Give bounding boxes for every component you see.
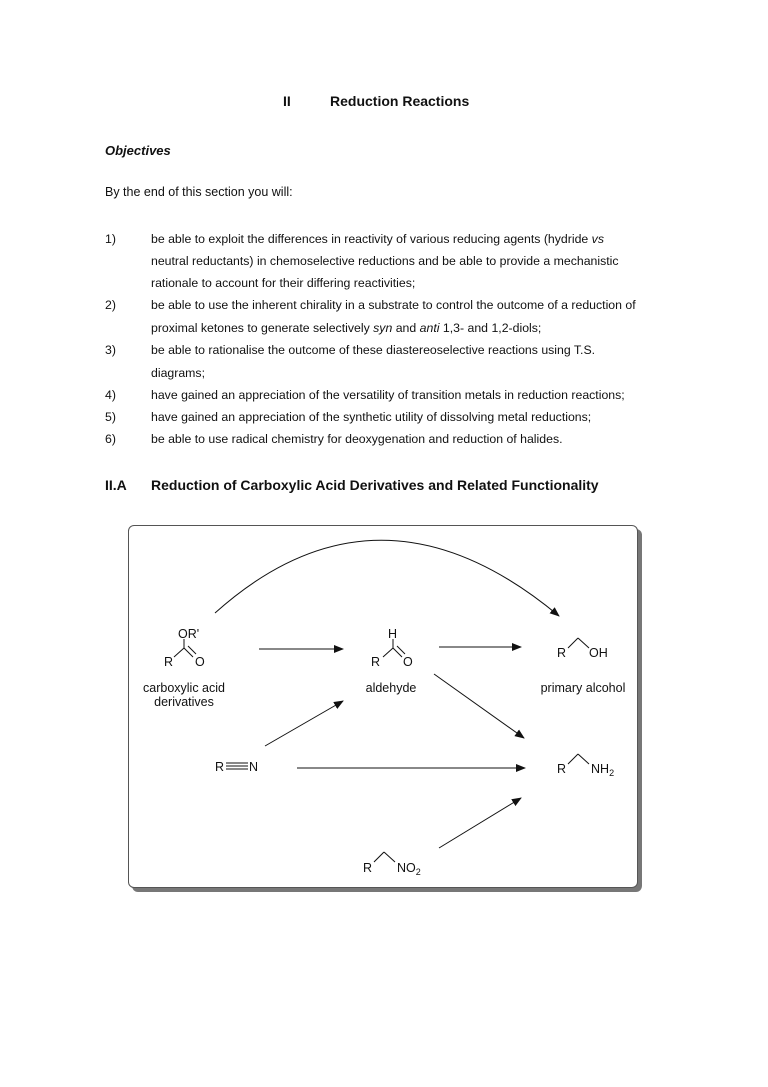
objective-italic-term: syn	[373, 321, 393, 335]
objective-text-line: have gained an appreciation of the synthetic utility of dissolving metal reductions;	[151, 410, 592, 424]
objective-text-line: be able to use the inherent chirality in a substrate to control the outcome of a reduction of	[151, 298, 636, 312]
nitro-no2: $NO_2$	[397, 861, 421, 877]
objective-number: 6)	[105, 432, 116, 446]
nitrile-nitrogen: N	[249, 760, 259, 774]
reaction-scheme-diagram	[129, 526, 637, 887]
aldehyde-r-group: R	[371, 655, 381, 669]
subsection-title: Reduction of Carboxylic Acid Derivatives and Related Functionality	[151, 477, 599, 493]
objective-text-line: proximal ketones to generate selectively syn and anti 1,3- and 1,2-diols;	[151, 321, 542, 335]
carboxylic-r-group: R	[164, 655, 174, 669]
objective-number: 1)	[105, 232, 116, 246]
heading-title: Reduction Reactions	[330, 93, 470, 109]
alcohol-oh: OH	[589, 646, 608, 660]
nitrile-structure	[215, 760, 258, 774]
nitro-r-group: R	[363, 861, 373, 875]
nitro-structure	[363, 852, 421, 877]
objective-italic-term: anti	[419, 321, 440, 335]
alcohol-r-group: R	[557, 646, 567, 660]
objective-text-line: be able to exploit the differences in reactivity of various reducing agents (hydride vs	[151, 232, 604, 246]
carboxylic-label-line2: derivatives	[154, 695, 214, 709]
arrow-nitro-to-amine	[439, 798, 521, 848]
subsection-number: II.A	[105, 477, 127, 493]
primary-alcohol-structure	[541, 638, 626, 695]
carboxylic-acid-structure	[143, 627, 225, 709]
carboxylic-substituent: OR'	[178, 627, 200, 641]
objective-number: 4)	[105, 388, 116, 402]
carboxylic-label-line1: carboxylic acid	[143, 681, 225, 695]
amine-r-group: R	[557, 762, 567, 776]
objective-text-line: have gained an appreciation of the versatility of transition metals in reduction reactions;	[151, 388, 625, 402]
objective-number: 2)	[105, 298, 116, 312]
aldehyde-label: aldehyde	[365, 681, 417, 695]
aldehyde-oxygen: O	[403, 655, 413, 669]
nitrile-r-group: R	[215, 760, 225, 774]
reaction-scheme	[128, 525, 638, 888]
heading-number: II	[283, 93, 291, 109]
objectives-intro: By the end of this section you will:	[105, 185, 293, 199]
objective-italic-term: vs	[591, 232, 604, 246]
arrow-carboxylic-to-alcohol	[215, 540, 559, 616]
alcohol-label: primary alcohol	[540, 681, 626, 695]
arrow-nitrile-to-aldehyde	[265, 701, 343, 746]
arrow-aldehyde-to-amine	[434, 674, 524, 738]
amine-structure	[557, 754, 614, 778]
aldehyde-hydrogen: H	[388, 627, 398, 641]
carboxylic-oxygen: O	[195, 655, 205, 669]
objective-text-line: rationale to account for their differing reactivities;	[151, 276, 416, 290]
objectives-label: Objectives	[105, 143, 171, 158]
objective-number: 5)	[105, 410, 116, 424]
objective-text-line: be able to use radical chemistry for deoxygenation and reduction of halides.	[151, 432, 563, 446]
objective-number: 3)	[105, 343, 116, 357]
aldehyde-structure	[366, 627, 417, 695]
amine-nh2: $NH_2$	[591, 762, 615, 778]
objective-text-line: be able to rationalise the outcome of these diastereoselective reactions using T.S.	[151, 343, 596, 357]
objective-text-line: neutral reductants) in chemoselective reductions and be able to provide a mechanistic	[151, 254, 619, 268]
objective-text-line: diagrams;	[151, 366, 205, 380]
